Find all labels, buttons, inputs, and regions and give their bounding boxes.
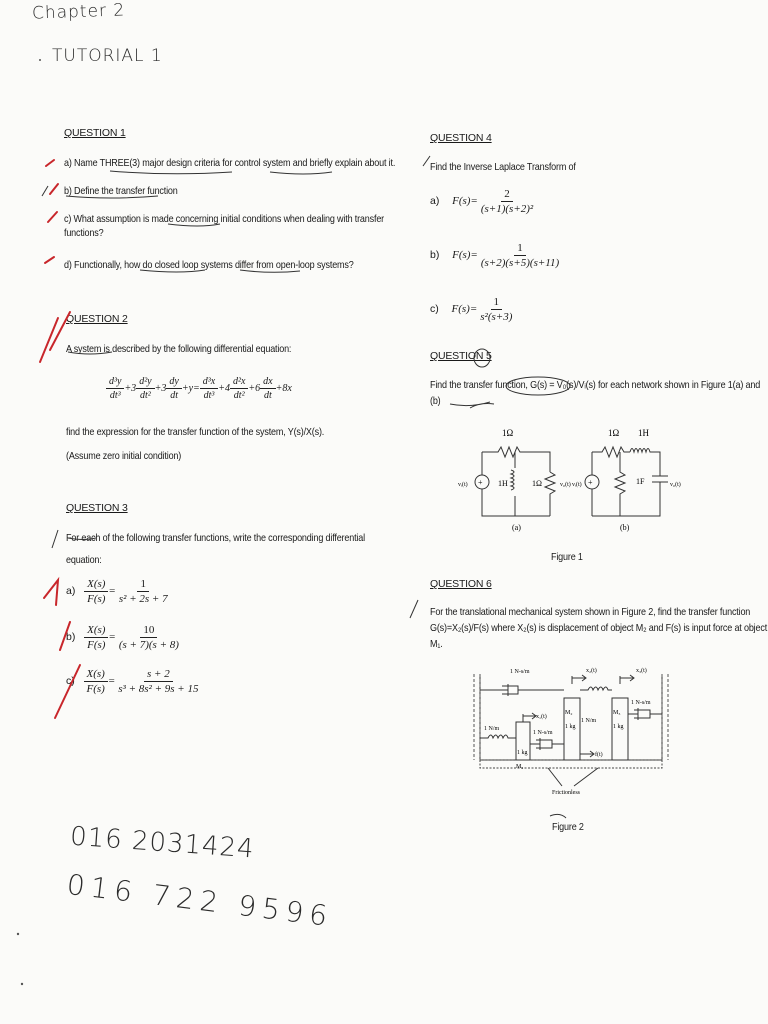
lhs-denominator: F(s) (87, 593, 106, 605)
question-3b-denominator: (s + 7)(s + 8) (118, 639, 179, 651)
red-tick-q2 (40, 312, 70, 362)
circuit-b-capacitor-label: 1F (636, 477, 645, 486)
red-tick-1c (48, 212, 57, 222)
question-4-title: QUESTION 4 (430, 132, 492, 144)
circuit-b-resistor-label: 1Ω (608, 428, 620, 438)
label-m2: M₂ (565, 710, 573, 716)
circuit-a-inductor-label: 1H (498, 479, 508, 488)
label-m3-mass: 1 kg (613, 724, 624, 730)
lhs-numerator: X(s) (84, 624, 108, 638)
question-3a-numerator: 1 (137, 578, 149, 592)
pencil-slash-4 (410, 600, 418, 618)
question-1a: a) Name THREE(3) major design criteria for control system and briefly explain about it. (64, 157, 396, 169)
lhs-numerator: X(s) (84, 578, 108, 592)
handwritten-chapter: Chapter 2 (31, 0, 126, 24)
pencil-slash-3 (423, 156, 430, 166)
question-1d: d) Functionally, how do closed loop systems differ from open-loop systems? (64, 259, 354, 271)
label-damper-right: 1 N-s/m (631, 700, 651, 706)
label-m1-mass: 1 kg (517, 750, 528, 756)
question-1-title: QUESTION 1 (64, 127, 126, 139)
question-4c-numerator: 1 (491, 296, 503, 310)
pencil-underline-1a (110, 171, 332, 174)
question-3c-denominator: s³ + 8s² + 9s + 15 (118, 683, 199, 695)
question-3a: a) $\frac{X(s)}{F(s)}$ = $\frac{1}{\text{s² + 2s + 7}}$ (66, 578, 171, 605)
question-2-find: find the expression for the transfer function of the system, Y(s)/X(s). (66, 426, 325, 438)
question-4b-label: b) (430, 249, 440, 262)
label-force: f(t) (595, 752, 603, 758)
question-4a-numerator: 2 (501, 188, 513, 202)
question-3c-numerator: s + 2 (144, 668, 173, 682)
red-tick-3a (44, 580, 58, 605)
lhs-denominator: F(s) (87, 639, 106, 651)
label-spring-left: 1 N/m (484, 726, 500, 732)
pencil-underline-2 (68, 352, 112, 354)
question-4a-lhs: F(s)= (452, 195, 478, 208)
lhs-denominator: F(s) (86, 683, 105, 695)
question-3b-label: b) (66, 631, 76, 644)
red-tick-1d (45, 257, 54, 263)
pencil-underline-1d (140, 270, 300, 272)
circuit-a-vi-label: vᵢ(t) (458, 482, 468, 488)
red-tick-1a (46, 160, 54, 166)
question-3c-label: c) (66, 675, 75, 688)
figure-1-caption: Figure 1 (551, 551, 583, 563)
question-1c-line2: functions? (64, 227, 104, 239)
pencil-slash-1 (42, 186, 48, 196)
circuit-a-resistor2-label: 1Ω (532, 479, 542, 488)
question-6-intro-line3: M₁. (430, 638, 443, 650)
question-1b: b) Define the transfer function (64, 185, 178, 197)
question-2-intro: A system is described by the following differential equation: (66, 343, 292, 355)
question-4c-label: c) (430, 303, 439, 316)
question-3-intro-line2: equation: (66, 554, 102, 566)
circuit-b-caption: (b) (620, 523, 630, 532)
label-m2-spring: 1 N/m (581, 718, 597, 724)
circuit-b-inductor-label: 1H (638, 428, 649, 438)
question-4b-denominator: (s+2)(s+5)(s+11) (480, 257, 560, 269)
circuit-b-vo-label: v₀(t) (670, 482, 681, 488)
pencil-slash-2 (52, 530, 58, 548)
question-6-intro-line2: G(s)=X₂(s)/F(s) where X₂(s) is displacement of object M₂ and F(s) is input force at object (430, 622, 768, 634)
question-5-title: QUESTION 5 (430, 350, 492, 362)
pencil-underline-1c (168, 224, 220, 226)
label-x2: x₂(t) (586, 668, 597, 674)
question-1c-line1: c) What assumption is made concerning initial conditions when dealing with transfer (64, 213, 385, 225)
question-3-intro-line1: For each of the following transfer functions, write the corresponding differential (66, 532, 365, 544)
label-m3: M₃ (613, 710, 621, 716)
label-x1: x₁(t) (536, 714, 547, 720)
red-tick-1b (50, 184, 58, 194)
svg-text:+: + (478, 478, 483, 487)
circuit-b-vi-label: vᵢ(t) (572, 482, 582, 488)
question-4a-denominator: (s+1)(s+2)² (480, 203, 534, 215)
question-3-title: QUESTION 3 (66, 502, 128, 514)
red-tick-3c (55, 665, 80, 718)
pencil-scribble-q5 (450, 402, 494, 408)
label-m2-mass: 1 kg (565, 724, 576, 730)
question-4-intro: Find the Inverse Laplace Transform of (430, 161, 576, 173)
circuit-a-resistor-label: 1Ω (502, 428, 514, 438)
label-damper-mid: 1 N-s/m (533, 730, 553, 736)
pencil-circle-q5 (474, 349, 490, 367)
question-4a-label: a) (430, 195, 440, 208)
pencil-underline-3 (68, 538, 96, 540)
label-m1: M₁ (516, 764, 524, 770)
question-6-intro-line1: For the translational mechanical system shown in Figure 2, find the transfer function (430, 606, 751, 618)
question-3a-label: a) (66, 585, 76, 598)
handwritten-tutorial: TUTORIAL 1 (52, 46, 163, 66)
question-3c: c) $\frac{X(s)}{F(s)}$ = $\frac{s + 2}{\text{s³ + 8s² + 9s + 15}}$ (66, 668, 201, 695)
circuit-a-vo-label: v₀(t) (560, 482, 571, 488)
question-2-note: (Assume zero initial condition) (66, 450, 182, 462)
question-5-intro-line2: (b) (430, 395, 441, 407)
question-5-intro-line1: Find the transfer function, G(s) = V₀(s)/Vᵢ(s) for each network shown in Figure 1(a) and (430, 379, 761, 391)
lhs-numerator: X(s) (84, 668, 108, 682)
circuit-a-caption: (a) (512, 523, 521, 532)
question-4c-denominator: s²(s+3) (480, 311, 513, 323)
question-6-title: QUESTION 6 (430, 578, 492, 590)
question-4b-numerator: 1 (514, 242, 526, 256)
question-4b-lhs: F(s)= (452, 249, 478, 262)
handwritten-phone-2: 016 722 9596 (64, 867, 335, 934)
figure-2-caption: Figure 2 (552, 821, 584, 833)
svg-text:+: + (588, 478, 593, 487)
question-3a-denominator: s² + 2s + 7 (118, 593, 168, 605)
label-damper-top: 1 N-s/m (510, 669, 530, 675)
pencil-circle-gs (506, 377, 570, 395)
question-3b: b) $\frac{X(s)}{F(s)}$ = $\frac{10}{(s + 7)(s + 8)}$ (66, 624, 182, 651)
handwritten-phone-1: 016 2031424 (69, 821, 256, 865)
question-3b-numerator: 10 (140, 624, 157, 638)
label-x3: x₃(t) (636, 668, 647, 674)
question-4c-lhs: F(s)= (451, 303, 478, 316)
pencil-mark-fig2 (550, 814, 566, 818)
pencil-underline-1b (66, 196, 158, 198)
question-2-title: QUESTION 2 (66, 313, 128, 325)
red-tick-3b (60, 622, 70, 650)
question-2-equation: $\frac{\text{d³y}}{\text{dt³}}$ +3 $\frac{\text{d²y}}{\text{dt²}}$ +3 $\frac{dy}{dt}$ +y= $\frac{\text{d³x}}{\text{dt³}}$ +4 $\frac{\text{d²x}}{\text{dt²}}$ +6 $\frac{dx}{dt}$ +8x (106, 376, 292, 401)
label-friction: Frictionless (552, 790, 580, 796)
